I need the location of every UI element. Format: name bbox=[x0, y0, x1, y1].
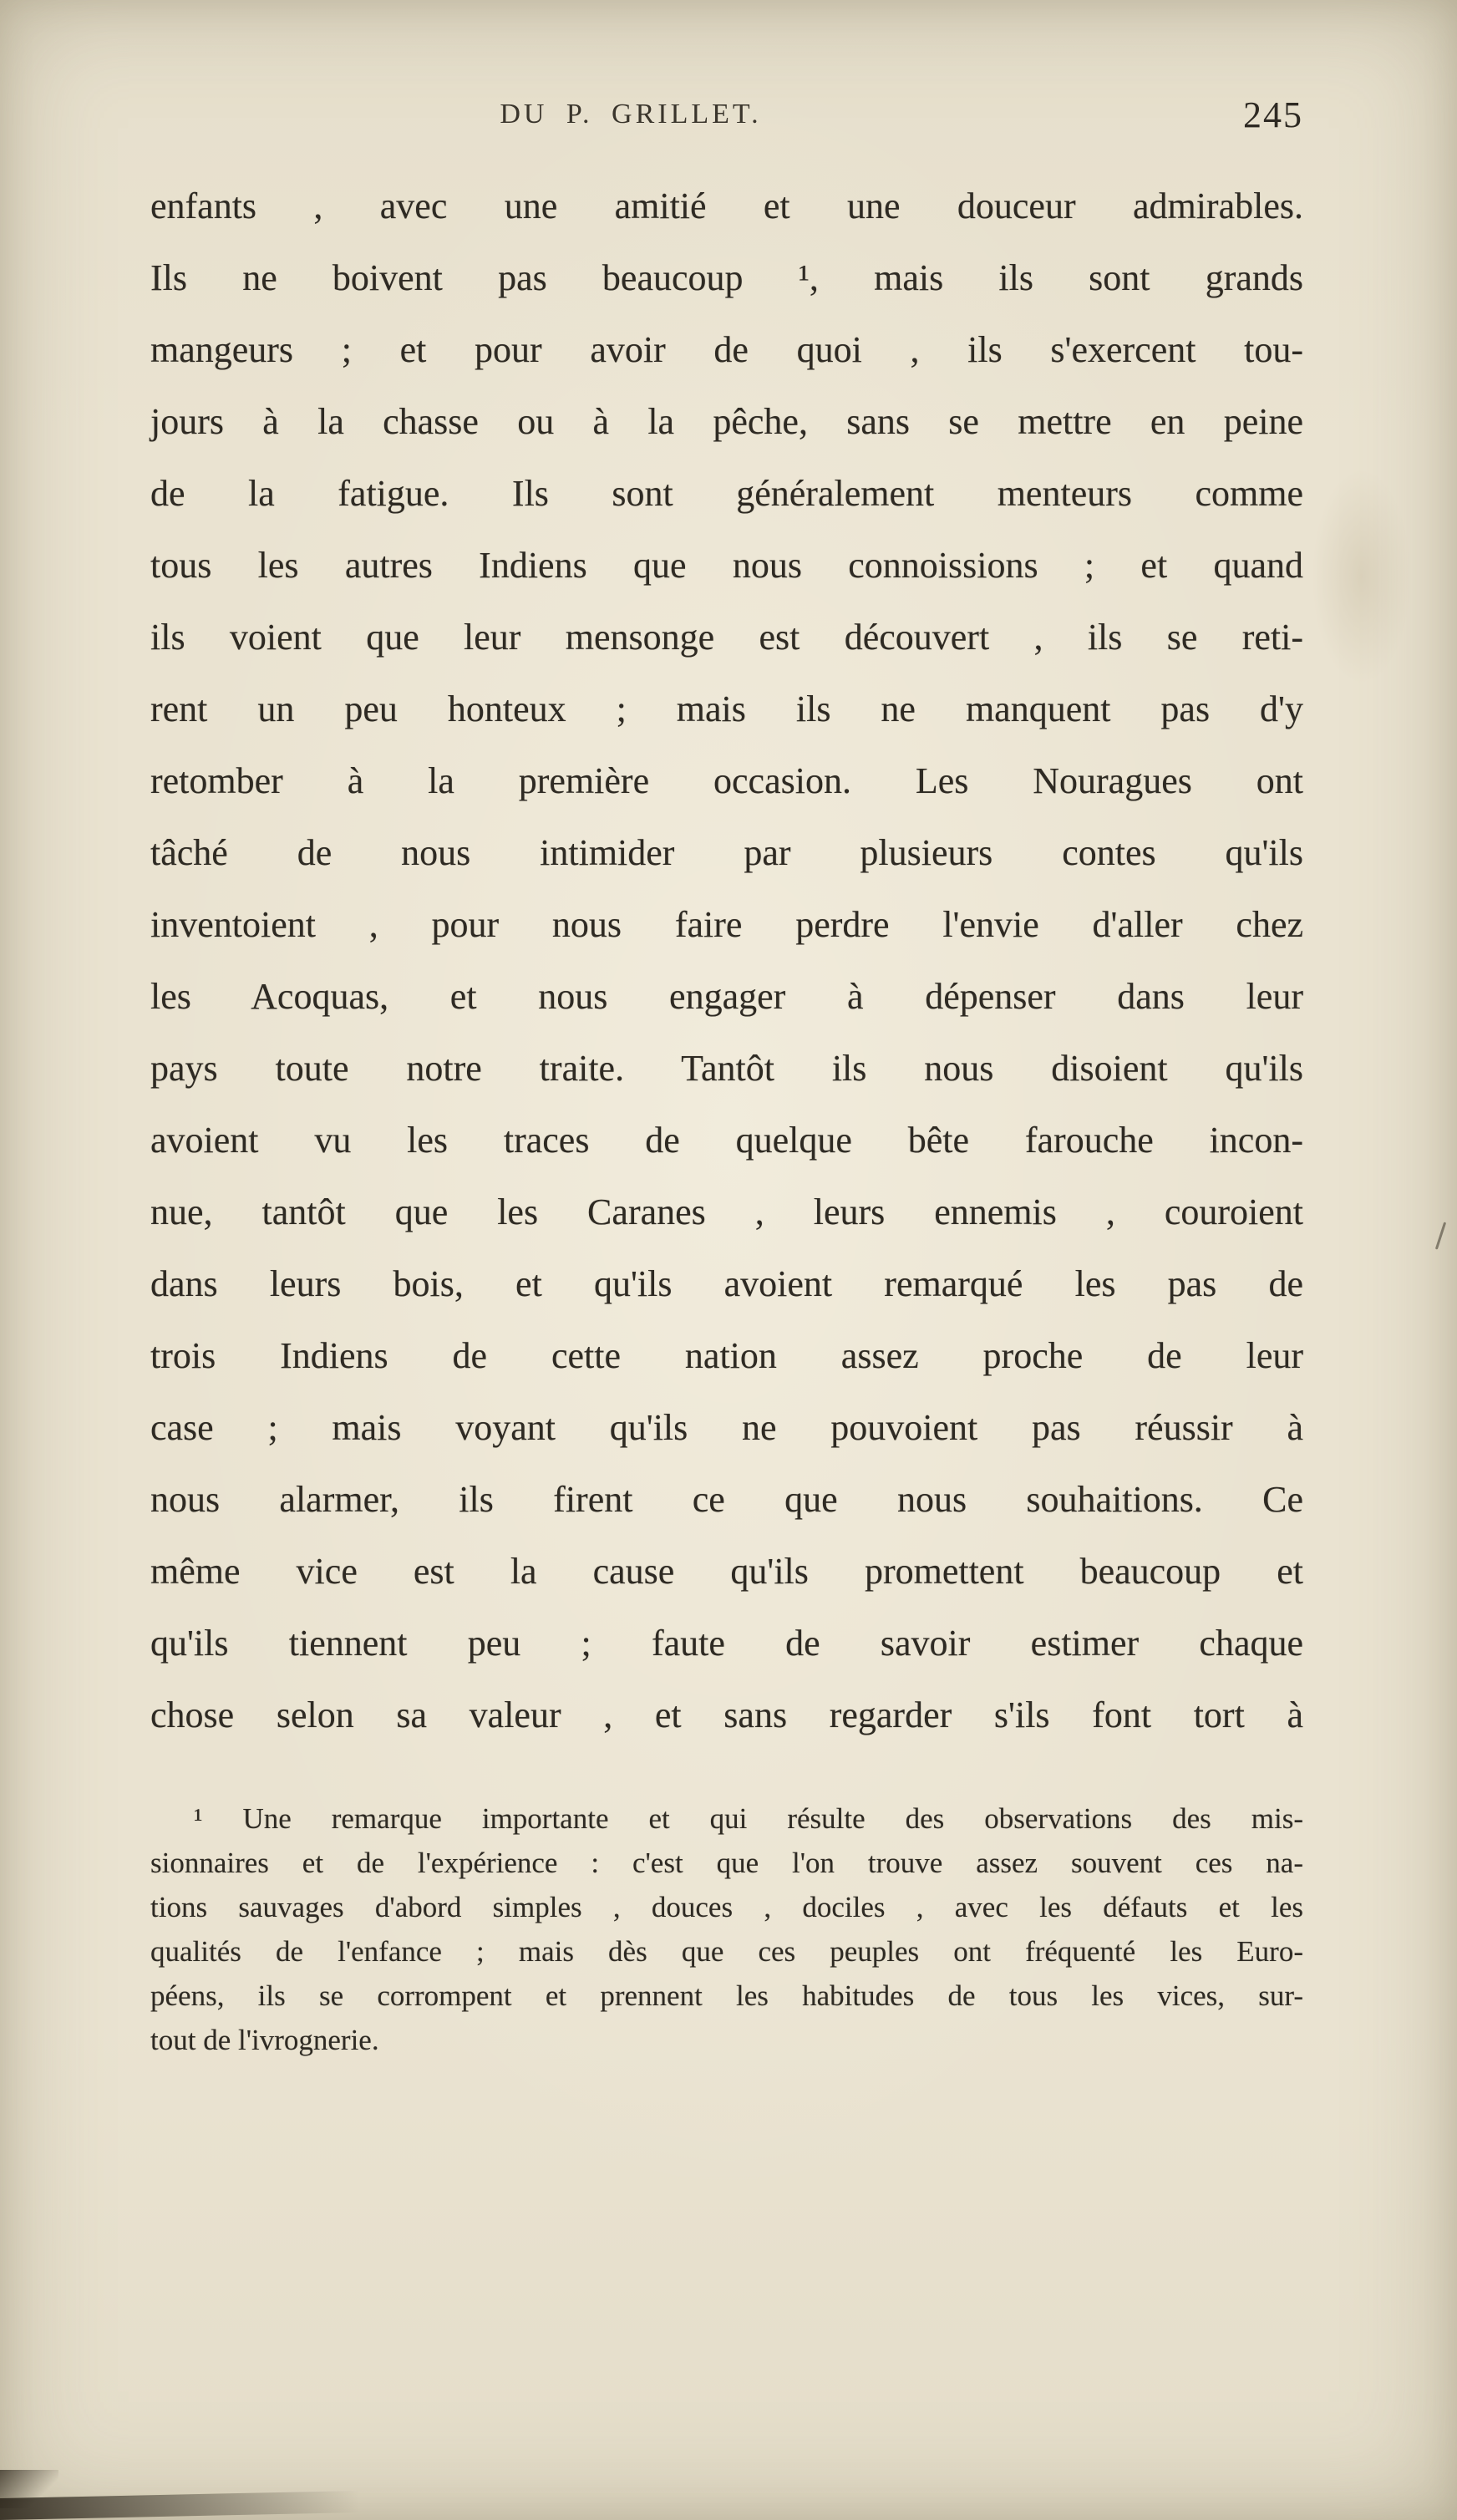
body-text-line: retomber à la première occasion. Les Nouragues ont bbox=[150, 760, 1303, 801]
footnote-line: péens, ils se corrompent et prennent les habitudes de tous les vices, sur- bbox=[150, 1979, 1303, 2012]
footnote-line: ¹ Une remarque importante et qui résulte des observations des mis- bbox=[194, 1802, 1303, 1835]
footnote-line: qualités de l'enfance ; mais dès que ces peuples ont fréquenté les Euro- bbox=[150, 1935, 1303, 1968]
body-text-line: ils voient que leur mensonge est découvert , ils se reti- bbox=[150, 617, 1303, 658]
body-text-line: inventoient , pour nous faire perdre l'envie d'aller chez bbox=[150, 904, 1303, 945]
body-text-line: chose selon sa valeur , et sans regarder s'ils font tort à bbox=[150, 1694, 1303, 1735]
scan-artifact-corner bbox=[0, 2470, 58, 2508]
body-text-line: tous les autres Indiens que nous connoissions ; et quand bbox=[150, 545, 1303, 586]
body-text-line: qu'ils tiennent peu ; faute de savoir estimer chaque bbox=[150, 1623, 1303, 1664]
body-text-line: mangeurs ; et pour avoir de quoi , ils s'exercent tou- bbox=[150, 329, 1303, 370]
body-text-line: pays toute notre traite. Tantôt ils nous disoient qu'ils bbox=[150, 1048, 1303, 1089]
body-text-line: case ; mais voyant qu'ils ne pouvoient pas réussir à bbox=[150, 1407, 1303, 1448]
body-text-line: tâché de nous intimider par plusieurs contes qu'ils bbox=[150, 832, 1303, 873]
body-text-line: trois Indiens de cette nation assez proche de leur bbox=[150, 1335, 1303, 1376]
footnote-line: sionnaires et de l'expérience : c'est que l'on trouve assez souvent ces na- bbox=[150, 1847, 1303, 1879]
page-number: 245 bbox=[1243, 94, 1303, 135]
body-text-line: Ils ne boivent pas beaucoup ¹, mais ils sont grands bbox=[150, 257, 1303, 298]
body-text-line: avoient vu les traces de quelque bête farouche incon- bbox=[150, 1120, 1303, 1161]
footnote-line: tout de l'ivrognerie. bbox=[150, 2024, 379, 2056]
body-text-line: les Acoquas, et nous engager à dépenser dans leur bbox=[150, 976, 1303, 1017]
body-text-line: jours à la chasse ou à la pêche, sans se mettre en peine bbox=[150, 401, 1303, 442]
body-text-line: enfants , avec une amitié et une douceur admirables. bbox=[150, 185, 1303, 226]
body-text-line: même vice est la cause qu'ils promettent beaucoup et bbox=[150, 1551, 1303, 1592]
footnote-line: tions sauvages d'abord simples , douces , dociles , avec les défauts et les bbox=[150, 1891, 1303, 1923]
body-text-line: nue, tantôt que les Caranes , leurs ennemis , couroient bbox=[150, 1191, 1303, 1232]
body-text-line: rent un peu honteux ; mais ils ne manquent pas d'y bbox=[150, 688, 1303, 729]
scan-artifact-stain bbox=[1312, 468, 1412, 685]
body-text bbox=[150, 170, 1303, 1751]
body-text-line: dans leurs bois, et qu'ils avoient remarqué les pas de bbox=[150, 1263, 1303, 1304]
page-header bbox=[150, 94, 1303, 149]
running-title: DU P. GRILLET. bbox=[500, 99, 762, 130]
scan-artifact-slash bbox=[1435, 1222, 1446, 1249]
body-text-line: de la fatigue. Ils sont généralement menteurs comme bbox=[150, 473, 1303, 514]
footnote bbox=[150, 1796, 1303, 2062]
body-text-line: nous alarmer, ils firent ce que nous souhaitions. Ce bbox=[150, 1479, 1303, 1520]
scan-artifact-bottom-edge bbox=[0, 2491, 359, 2520]
